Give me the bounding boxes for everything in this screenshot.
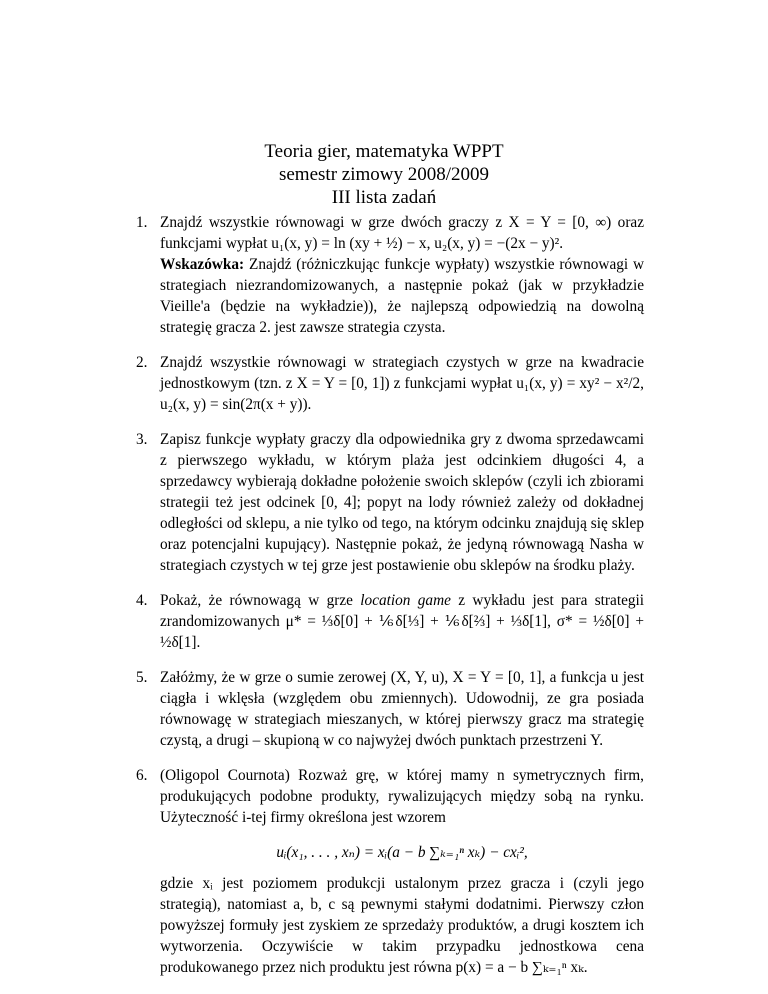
problem-number: 5. <box>136 669 148 686</box>
problem-number: 3. <box>136 431 148 448</box>
problem-text: Załóżmy, że w grze o sumie zerowej (X, Y, u), X = Y = [0, 1], a funkcja u jest ciągła i wklęsła (względem obu zmiennych). Udowodnij, ze gra posiada równowagę w strategiach mieszanych, w której pierwszy gracz ma strategię czystą, a drugi – skupioną w co najwyżej dwóch punktach przestrzeni Y. <box>160 669 644 749</box>
problem-text-intro: (Oligopol Cournota) Rozważ grę, w której mamy n symetrycznych firm, produkujących podobne produkty, rywalizujących między sobą na rynku. Użyteczność i-tej firmy określona jest wzorem <box>160 767 644 826</box>
hint-label: Wskazówka: <box>160 256 245 273</box>
problem-item-1 <box>136 212 644 338</box>
problem-item-6 <box>136 765 644 978</box>
document-header <box>0 140 768 209</box>
problem-text: Znajdź wszystkie równowagi w strategiach czystych w grze na kwadracie jednostkowym (tzn. z X = Y = [0, 1]) z funkcjami wypłat u₁(x, y) = xy² − x²/2, u₂(x, y) = sin(2π(x + y)). <box>160 354 644 413</box>
problem-item-3 <box>136 429 644 576</box>
problem-number: 2. <box>136 354 148 371</box>
location-game-term: location game <box>360 592 451 609</box>
course-title: Teoria gier, matematyka WPPT <box>264 141 504 162</box>
problem-text: Zapisz funkcje wypłaty graczy dla odpowiednika gry z dwoma sprzedawcami z pierwszego wykładu, w którym plaża jest odcinkiem długości 4, a sprzedawcy wybierają dokładne położenie swoich sklepów (czyli ich zbiorami strategii też jest odcinek [0, 4]; popyt na lody również zależy od dokładnej odległości od sklepu, a nie tylko od tego, na którym odcinku znajdują się sklep oraz potencjalni kupujący). Następnie pokaż, że jedyną równowagą Nasha w strategiach czystych w tej grze jest postawienie obu sklepów na środku plaży. <box>160 431 644 574</box>
hint-paragraph <box>160 254 644 338</box>
problem-number: 6. <box>136 767 148 784</box>
problem-number: 4. <box>136 592 148 609</box>
problem-item-2 <box>136 352 644 415</box>
utility-formula: uᵢ(x₁, . . . , xₙ) = xᵢ(a − b ∑ₖ₌₁ⁿ xₖ) − cxᵢ², <box>276 844 528 861</box>
problem-text <box>160 590 644 653</box>
list-title: III lista zadań <box>331 187 437 208</box>
semester-line: semestr zimowy 2008/2009 <box>278 164 490 185</box>
problem-item-5 <box>136 667 644 751</box>
problem-text: Znajdź wszystkie równowagi w grze dwóch graczy z X = Y = [0, ∞) oraz funkcjami wypłat u₁(x, y) = ln (xy + ½) − x, u₂(x, y) = −(2x − y)². <box>160 214 644 252</box>
problem-text-end: z wykładu jest para strategii zrandomizowanych μ* = ⅓δ[0] + ⅙δ[⅓] + ⅙δ[⅔] + ⅓δ[1], σ* = ½δ[0] + ½δ[1]. <box>160 592 645 651</box>
problem-number: 1. <box>136 214 148 231</box>
problem-list <box>136 212 644 992</box>
hint-text: Znajdź (różniczkując funkcje wypłaty) wszystkie równowagi w strategiach niezrandomizowanych, a następnie pokaż (jak w przykładzie Vieille'a (będzie na wykładzie)), że najlepszą odpowiedzią na dowolną strategię gracza 2. jest zawsze strategia czysta. <box>160 256 644 336</box>
problem-text-start: Pokaż, że równowagą w grze <box>160 592 353 609</box>
problem-item-4 <box>136 590 644 653</box>
problem-text-continued: gdzie xᵢ jest poziomem produkcji ustalonym przez gracza i (czyli jego strategią), natomiast a, b, c są pewnymi stałymi dodatnimi. Pierwszy człon powyższej formuły jest zyskiem ze sprzedaży produktów, a drugi kosztem ich wytworzenia. Oczywiście w takim przypadku jednostkowa cena produkowanego przez nich produktu jest równa p(x) = a − b ∑ₖ₌₁ⁿ xₖ. <box>160 875 644 976</box>
